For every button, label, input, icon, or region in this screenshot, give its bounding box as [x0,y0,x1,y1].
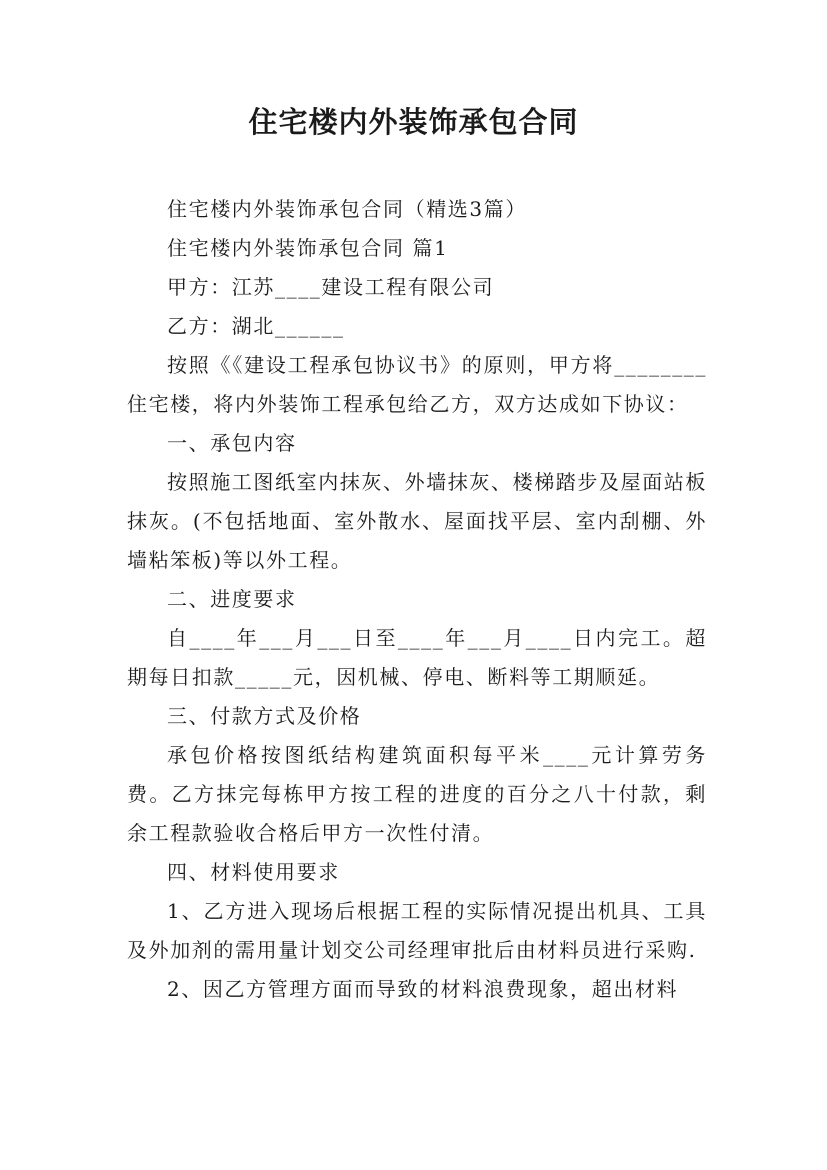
party-b-line: 乙方：湖北______ [167,314,345,338]
section-heading-payment: 三、付款方式及价格 [167,704,362,728]
document-title: 住宅楼内外装饰承包合同 [248,105,579,139]
section-heading-part1: 住宅楼内外装饰承包合同 篇1 [167,236,449,260]
materials-item-2: 2、因乙方管理方面而导致的材料浪费现象，超出材料 [167,977,679,1001]
schedule-paragraph: 自____年___月___日至____年___月____日内完工。超期每日扣款_____元，因机械、停电、断料等工期顺延。 [127,626,707,689]
payment-paragraph: 承包价格按图纸结构建筑面积每平米____元计算劳务费。乙方抹完每栋甲方按工程的进度的百分之八十付款，剩余工程款验收合格后甲方一次性付清。 [127,743,707,845]
document-body [127,190,707,1009]
preamble-paragraph: 按照《《建设工程承包协议书》的原则，甲方将________住宅楼，将内外装饰工程承包给乙方，双方达成如下协议： [127,353,707,416]
subtitle-paragraph: 住宅楼内外装饰承包合同（精选3篇） [167,197,527,221]
section-heading-scope: 一、承包内容 [167,431,297,455]
section-heading-schedule: 二、进度要求 [167,587,297,611]
materials-item-1: 1、乙方进入现场后根据工程的实际情况提出机具、工具及外加剂的需用量计划交公司经理审批后由材料员进行采购. [127,899,707,962]
section-heading-materials: 四、材料使用要求 [167,860,340,884]
party-a-line: 甲方：江苏____建设工程有限公司 [167,275,495,299]
scope-paragraph: 按照施工图纸室内抹灰、外墙抹灰、楼梯踏步及屋面站板抹灰。(不包括地面、室外散水、屋面找平层、室内刮棚、外墙粘笨板)等以外工程。 [127,470,707,572]
